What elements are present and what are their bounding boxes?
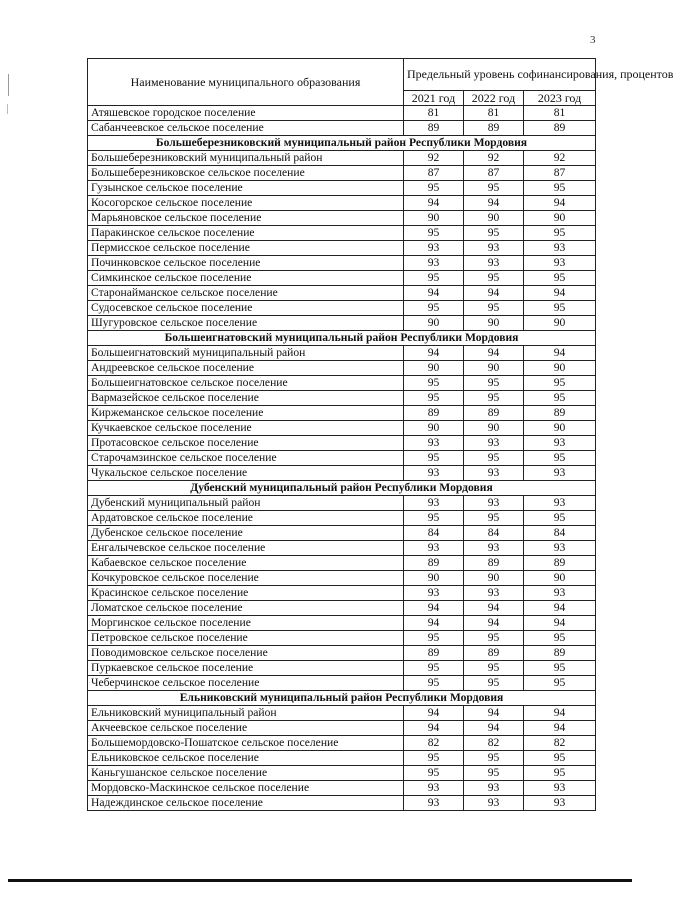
cofinancing-value: 95 [524, 766, 596, 781]
cofinancing-value: 82 [404, 736, 464, 751]
year-header: 2022 год [464, 91, 524, 106]
table-row [88, 271, 596, 286]
cofinancing-value: 89 [464, 646, 524, 661]
cofinancing-value: 93 [464, 781, 524, 796]
cofinancing-value: 89 [524, 556, 596, 571]
cofinancing-value: 94 [464, 286, 524, 301]
cofinancing-value: 84 [524, 526, 596, 541]
cofinancing-value: 82 [524, 736, 596, 751]
cofinancing-value: 87 [464, 166, 524, 181]
cofinancing-value: 93 [464, 796, 524, 811]
table-row [88, 241, 596, 256]
cofinancing-value: 93 [404, 586, 464, 601]
cofinancing-value: 94 [464, 196, 524, 211]
table-row [88, 556, 596, 571]
table-row [88, 391, 596, 406]
cofinancing-value: 90 [524, 571, 596, 586]
cofinancing-value: 89 [404, 556, 464, 571]
table-row [88, 721, 596, 736]
cofinancing-value: 95 [524, 271, 596, 286]
cofinancing-value: 89 [464, 556, 524, 571]
cofinancing-value: 95 [464, 376, 524, 391]
cofinancing-value: 89 [464, 121, 524, 136]
cofinancing-value: 81 [404, 106, 464, 121]
cofinancing-value: 95 [524, 376, 596, 391]
cofinancing-value: 89 [464, 406, 524, 421]
cofinancing-value: 95 [524, 391, 596, 406]
municipality-name: Большемордовско-Пошатское сельское поселение [88, 736, 404, 751]
cofinancing-header: Предельный уровень софинансирования, процентов [404, 59, 596, 91]
cofinancing-value: 93 [524, 436, 596, 451]
cofinancing-value: 95 [464, 181, 524, 196]
cofinancing-value: 81 [464, 106, 524, 121]
bottom-rule [8, 879, 632, 882]
cofinancing-value: 90 [524, 421, 596, 436]
cofinancing-value: 95 [464, 511, 524, 526]
table-row [88, 286, 596, 301]
cofinancing-value: 95 [464, 301, 524, 316]
table-row [88, 196, 596, 211]
cofinancing-value: 90 [404, 361, 464, 376]
cofinancing-value: 94 [404, 721, 464, 736]
cofinancing-value: 94 [404, 196, 464, 211]
cofinancing-value: 95 [464, 766, 524, 781]
table-row [88, 601, 596, 616]
municipality-name: Большеигнатовский муниципальный район [88, 346, 404, 361]
cofinancing-value: 93 [524, 466, 596, 481]
cofinancing-value: 93 [524, 541, 596, 556]
table-row [88, 256, 596, 271]
cofinancing-value: 95 [404, 451, 464, 466]
municipality-name: Мордовско-Маскинское сельское поселение [88, 781, 404, 796]
table-row [88, 466, 596, 481]
cofinancing-value: 94 [524, 721, 596, 736]
municipality-name: Старочамзинское сельское поселение [88, 451, 404, 466]
table-row [88, 781, 596, 796]
cofinancing-value: 95 [404, 226, 464, 241]
municipality-name: Марьяновское сельское поселение [88, 211, 404, 226]
cofinancing-value: 93 [464, 541, 524, 556]
municipality-name: Андреевское сельское поселение [88, 361, 404, 376]
municipality-name: Косогорское сельское поселение [88, 196, 404, 211]
municipality-name: Кабаевское сельское поселение [88, 556, 404, 571]
table-body [88, 106, 596, 811]
municipality-name: Пуркаевское сельское поселение [88, 661, 404, 676]
table-row [88, 616, 596, 631]
cofinancing-value: 95 [524, 226, 596, 241]
municipality-name: Ельниковский муниципальный район [88, 706, 404, 721]
cofinancing-value: 93 [404, 496, 464, 511]
table-row [88, 766, 596, 781]
table-row [88, 571, 596, 586]
cofinancing-value: 95 [524, 676, 596, 691]
table-row [88, 631, 596, 646]
cofinancing-value: 93 [464, 256, 524, 271]
cofinancing-value: 92 [404, 151, 464, 166]
cofinancing-value: 90 [404, 211, 464, 226]
cofinancing-value: 95 [404, 766, 464, 781]
cofinancing-value: 95 [464, 271, 524, 286]
cofinancing-value: 94 [524, 196, 596, 211]
cofinancing-value: 94 [464, 721, 524, 736]
table-row [88, 676, 596, 691]
table-row [88, 451, 596, 466]
table-row [88, 121, 596, 136]
cofinancing-value: 90 [464, 316, 524, 331]
cofinancing-value: 94 [404, 616, 464, 631]
table-row [88, 406, 596, 421]
cofinancing-value: 90 [524, 361, 596, 376]
table-row [88, 736, 596, 751]
cofinancing-value: 89 [404, 406, 464, 421]
cofinancing-value: 93 [524, 781, 596, 796]
table-row [88, 151, 596, 166]
municipality-name: Протасовское сельское поселение [88, 436, 404, 451]
municipality-name: Большеберезниковский муниципальный район [88, 151, 404, 166]
cofinancing-value: 95 [404, 676, 464, 691]
cofinancing-value: 89 [404, 646, 464, 661]
table-row [88, 166, 596, 181]
cofinancing-value: 95 [464, 661, 524, 676]
cofinancing-value: 89 [404, 121, 464, 136]
cofinancing-value: 94 [464, 706, 524, 721]
cofinancing-value: 94 [524, 616, 596, 631]
district-section-row [88, 481, 596, 496]
cofinancing-value: 90 [464, 421, 524, 436]
municipality-name: Акчеевское сельское поселение [88, 721, 404, 736]
cofinancing-table [87, 58, 673, 811]
district-section-title: Дубенский муниципальный район Республики Мордовия [88, 481, 596, 496]
table-row [88, 541, 596, 556]
table-row [88, 511, 596, 526]
cofinancing-value: 94 [464, 616, 524, 631]
cofinancing-value: 95 [464, 226, 524, 241]
table-row [88, 526, 596, 541]
municipality-name: Каньгушанское сельское поселение [88, 766, 404, 781]
table-row [88, 646, 596, 661]
cofinancing-value: 92 [464, 151, 524, 166]
cofinancing-value: 90 [524, 316, 596, 331]
table-row [88, 751, 596, 766]
municipality-name: Кучкаевское сельское поселение [88, 421, 404, 436]
cofinancing-value: 93 [404, 796, 464, 811]
table-row [88, 796, 596, 811]
cofinancing-value: 95 [464, 676, 524, 691]
cofinancing-value: 87 [404, 166, 464, 181]
municipality-name: Большеигнатовское сельское поселение [88, 376, 404, 391]
municipality-name: Гузынское сельское поселение [88, 181, 404, 196]
table-row [88, 496, 596, 511]
cofinancing-value: 95 [404, 631, 464, 646]
municipality-name: Чеберчинское сельское поселение [88, 676, 404, 691]
cofinancing-value: 93 [524, 496, 596, 511]
district-section-title: Большеигнатовский муниципальный район Республики Мордовия [88, 331, 596, 346]
table-row [88, 346, 596, 361]
cofinancing-value: 95 [524, 301, 596, 316]
cofinancing-value: 95 [404, 391, 464, 406]
cofinancing-value: 95 [404, 181, 464, 196]
cofinancing-value: 95 [404, 301, 464, 316]
cofinancing-value: 90 [404, 316, 464, 331]
district-section-title: Ельниковский муниципальный район Республики Мордовия [88, 691, 596, 706]
cofinancing-value: 84 [464, 526, 524, 541]
cofinancing-value: 82 [464, 736, 524, 751]
cofinancing-value: 95 [404, 511, 464, 526]
cofinancing-value: 90 [464, 361, 524, 376]
year-header: 2023 год [524, 91, 596, 106]
municipality-name: Поводимовское сельское поселение [88, 646, 404, 661]
cofinancing-value: 93 [404, 466, 464, 481]
municipality-name: Пермисское сельское поселение [88, 241, 404, 256]
cofinancing-value: 94 [464, 346, 524, 361]
scan-mark [7, 104, 8, 114]
district-section-title: Большеберезниковский муниципальный район Республики Мордовия [88, 136, 596, 151]
cofinancing-value: 95 [524, 631, 596, 646]
cofinancing-value: 93 [464, 496, 524, 511]
cofinancing-value: 95 [524, 511, 596, 526]
cofinancing-value: 93 [524, 256, 596, 271]
table-row [88, 211, 596, 226]
municipality-name: Красинское сельское поселение [88, 586, 404, 601]
cofinancing-value: 93 [524, 586, 596, 601]
cofinancing-value: 95 [404, 376, 464, 391]
municipality-name: Ельниковское сельское поселение [88, 751, 404, 766]
table-row [88, 586, 596, 601]
cofinancing-value: 93 [524, 796, 596, 811]
year-header: 2021 год [404, 91, 464, 106]
cofinancing-value: 95 [524, 661, 596, 676]
municipality-name: Енгалычевское сельское поселение [88, 541, 404, 556]
cofinancing-value: 95 [464, 631, 524, 646]
municipality-name: Паракинское сельское поселение [88, 226, 404, 241]
municipality-name: Симкинское сельское поселение [88, 271, 404, 286]
cofinancing-value: 93 [404, 781, 464, 796]
cofinancing-value: 94 [524, 346, 596, 361]
cofinancing-value: 89 [524, 121, 596, 136]
cofinancing-value: 93 [404, 241, 464, 256]
cofinancing-value: 94 [464, 601, 524, 616]
cofinancing-value: 89 [524, 406, 596, 421]
table-row [88, 316, 596, 331]
cofinancing-value: 90 [464, 211, 524, 226]
table-row [88, 706, 596, 721]
table-row [88, 301, 596, 316]
cofinancing-value: 81 [524, 106, 596, 121]
cofinancing-value: 93 [464, 241, 524, 256]
district-section-row [88, 331, 596, 346]
municipality-name: Моргинское сельское поселение [88, 616, 404, 631]
cofinancing-value: 95 [524, 181, 596, 196]
municipality-name: Судосевское сельское поселение [88, 301, 404, 316]
district-section-row [88, 691, 596, 706]
table-row [88, 436, 596, 451]
cofinancing-value: 90 [404, 571, 464, 586]
cofinancing-value: 93 [464, 466, 524, 481]
table-row [88, 361, 596, 376]
cofinancing-value: 93 [464, 436, 524, 451]
table-row [88, 226, 596, 241]
municipality-name: Дубенское сельское поселение [88, 526, 404, 541]
cofinancing-value: 90 [464, 571, 524, 586]
municipality-name: Киржеманское сельское поселение [88, 406, 404, 421]
cofinancing-value: 89 [524, 646, 596, 661]
cofinancing-value: 93 [404, 436, 464, 451]
cofinancing-value: 94 [524, 706, 596, 721]
municipality-name: Кочкуровское сельское поселение [88, 571, 404, 586]
cofinancing-value: 95 [404, 751, 464, 766]
municipality-name: Петровское сельское поселение [88, 631, 404, 646]
table-row [88, 421, 596, 436]
cofinancing-value: 90 [404, 421, 464, 436]
cofinancing-value: 94 [404, 346, 464, 361]
cofinancing-value: 95 [464, 391, 524, 406]
district-section-row [88, 136, 596, 151]
municipality-name: Ардатовское сельское поселение [88, 511, 404, 526]
cofinancing-value: 95 [524, 451, 596, 466]
cofinancing-value: 90 [524, 211, 596, 226]
cofinancing-value: 94 [404, 286, 464, 301]
municipality-name: Шугуровское сельское поселение [88, 316, 404, 331]
cofinancing-value: 93 [404, 541, 464, 556]
municipality-name: Надеждинское сельское поселение [88, 796, 404, 811]
cofinancing-value: 93 [464, 586, 524, 601]
cofinancing-value: 93 [404, 256, 464, 271]
municipality-name: Дубенский муниципальный район [88, 496, 404, 511]
cofinancing-value: 95 [464, 451, 524, 466]
table-row [88, 181, 596, 196]
name-column-header: Наименование муниципального образования [88, 59, 404, 106]
cofinancing-value: 87 [524, 166, 596, 181]
cofinancing-value: 92 [524, 151, 596, 166]
municipality-name: Чукальское сельское поселение [88, 466, 404, 481]
municipality-name: Сабанчеевское сельское поселение [88, 121, 404, 136]
municipality-name: Атяшевское городское поселение [88, 106, 404, 121]
table-row [88, 106, 596, 121]
municipality-name: Большеберезниковское сельское поселение [88, 166, 404, 181]
cofinancing-value: 94 [524, 286, 596, 301]
cofinancing-value: 94 [404, 601, 464, 616]
cofinancing-value: 93 [524, 241, 596, 256]
table-row [88, 661, 596, 676]
cofinancing-value: 84 [404, 526, 464, 541]
cofinancing-value: 94 [404, 706, 464, 721]
table-row [88, 376, 596, 391]
municipality-name: Вармазейское сельское поселение [88, 391, 404, 406]
cofinancing-value: 94 [524, 601, 596, 616]
cofinancing-value: 95 [464, 751, 524, 766]
scan-mark [8, 74, 9, 96]
cofinancing-value: 95 [404, 661, 464, 676]
cofinancing-value: 95 [404, 271, 464, 286]
cofinancing-value: 95 [524, 751, 596, 766]
municipality-name: Ломатское сельское поселение [88, 601, 404, 616]
page-number: 3 [590, 34, 596, 46]
municipality-name: Старонайманское сельское поселение [88, 286, 404, 301]
municipality-name: Починковское сельское поселение [88, 256, 404, 271]
